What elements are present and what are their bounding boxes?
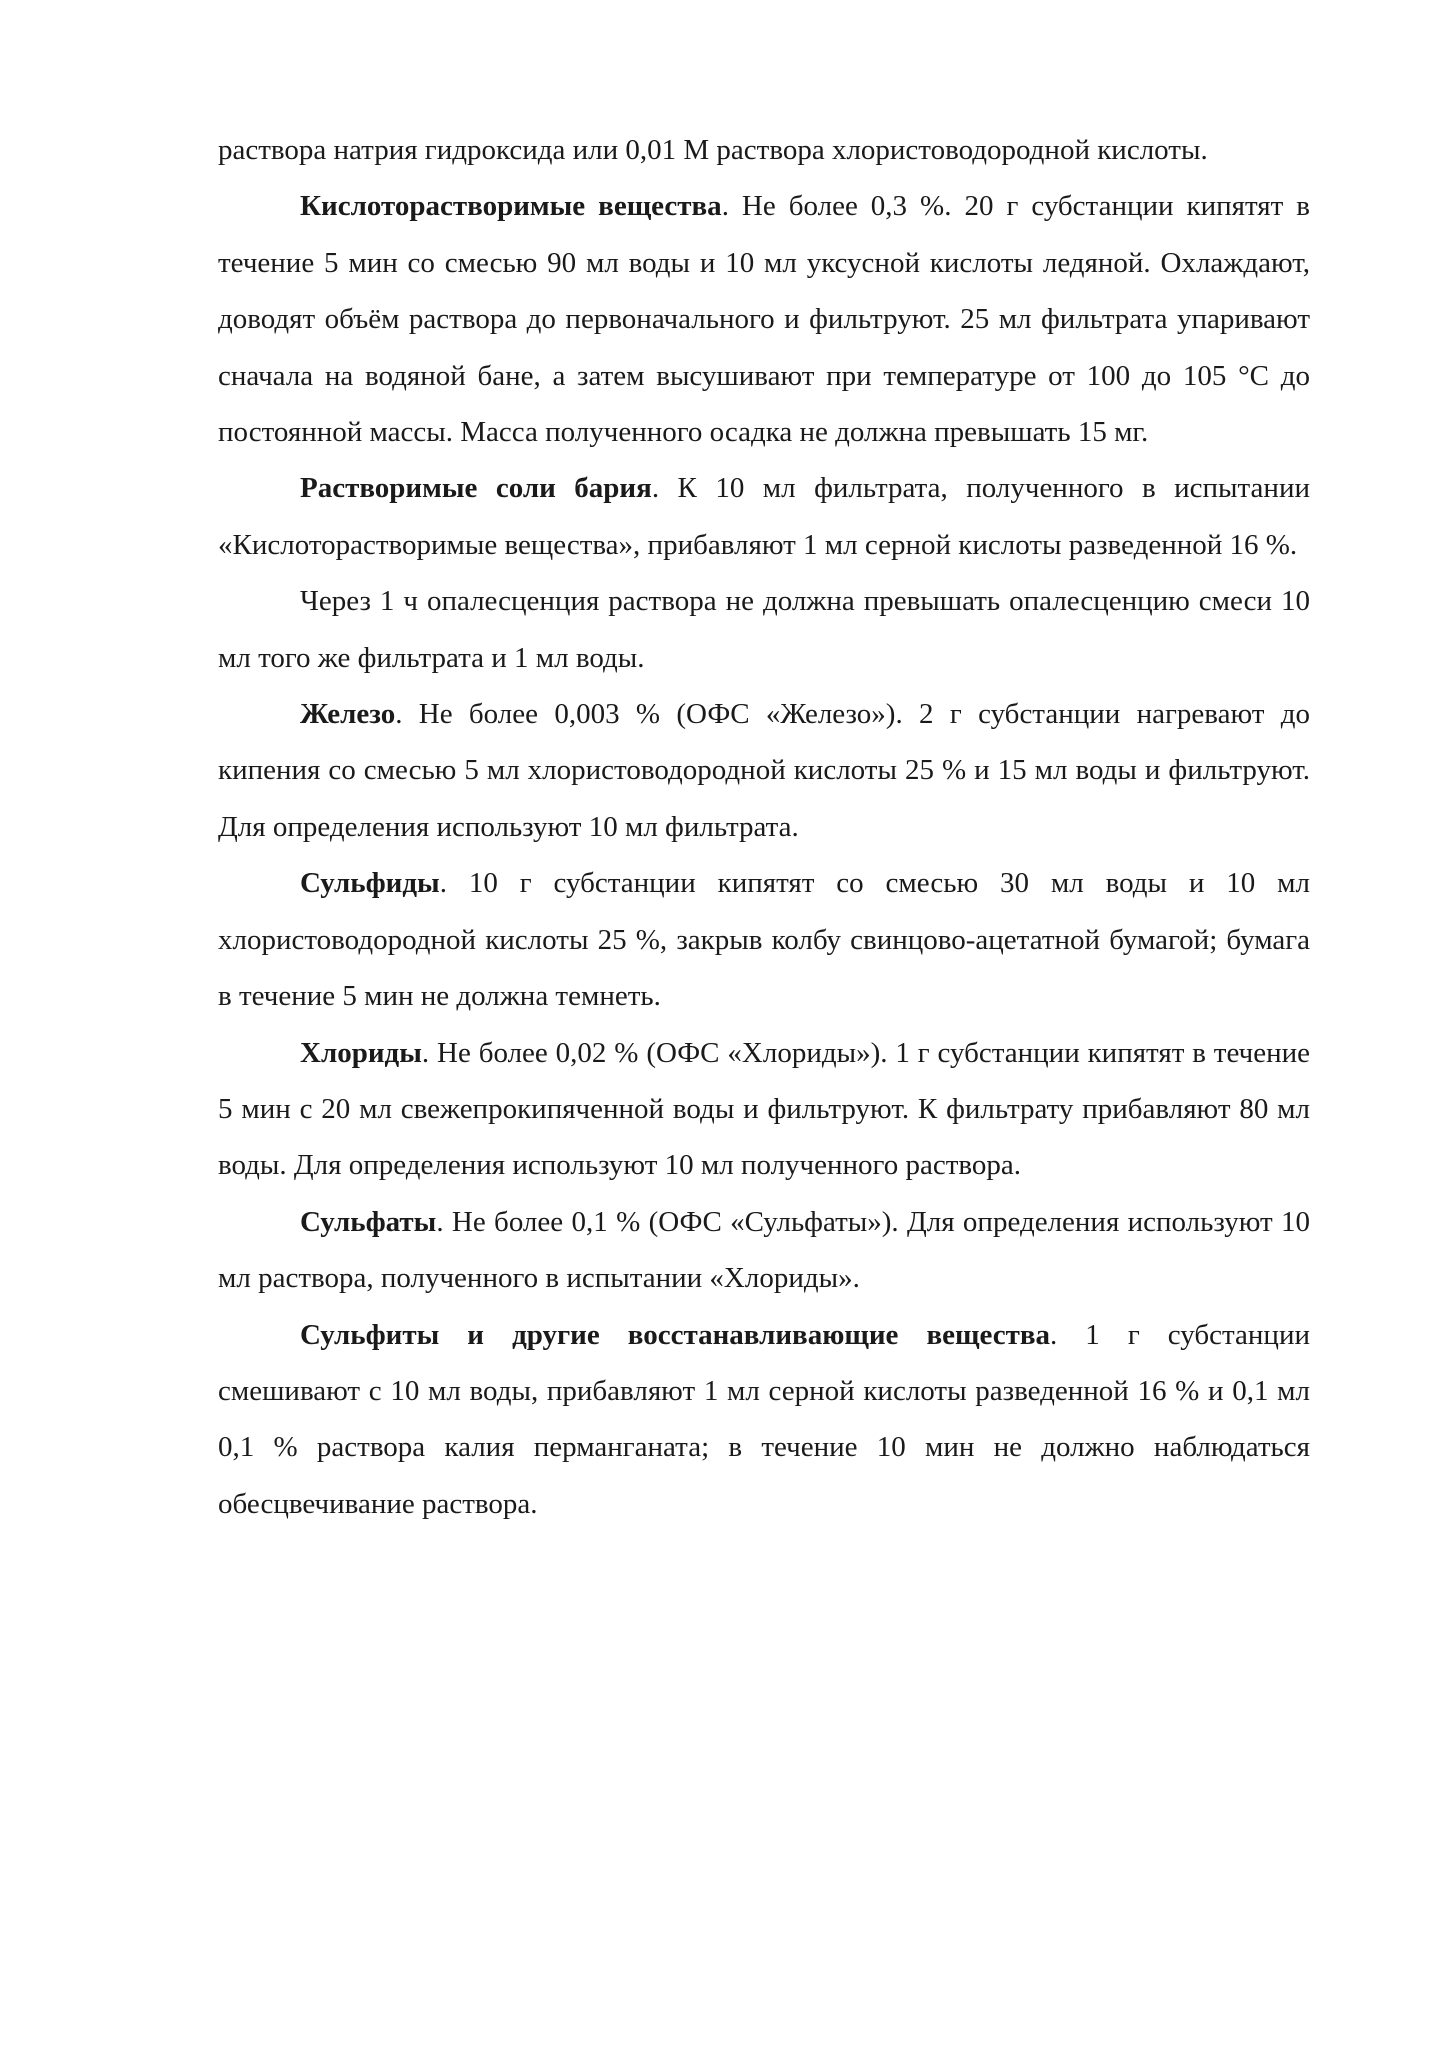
paragraph-body: раствора натрия гидроксида или 0,01 М раствора хлористоводородной кислоты. xyxy=(218,134,1208,166)
paragraph-chlorides xyxy=(218,1025,1310,1194)
paragraph-sulfates xyxy=(218,1194,1310,1307)
paragraph-sulfites-reducing-substances xyxy=(218,1307,1310,1533)
paragraph-body: . Не более 0,3 %. 20 г субстанции кипятят в течение 5 мин со смесью 90 мл воды и 10 мл уксусной кислоты ледяной. Охлаждают, доводят объём раствора до первоначального и фильтруют. 25 мл фильтрата упаривают сначала на водяной бане, а затем высушивают при температуре от 100 до 105 °С до постоянной массы. Масса полученного осадка не должна превышать 15 мг. xyxy=(218,190,1310,449)
paragraph-continuation xyxy=(218,122,1310,178)
paragraph-heading: Кислоторастворимые вещества xyxy=(300,190,722,223)
paragraph-heading: Хлориды xyxy=(300,1036,422,1069)
paragraph-heading: Сульфиды xyxy=(300,867,440,900)
paragraph-heading: Сульфиты и другие восстанавливающие вещества xyxy=(300,1318,1050,1351)
paragraph-body: . 1 г субстанции смешивают с 10 мл воды, прибавляют 1 мл серной кислоты разведенной 16 % и 0,1 мл 0,1 % раствора калия перманганата; в течение 10 мин не должно наблюдаться обесцвечивание раствора. xyxy=(218,1318,1310,1520)
paragraph-sulfides xyxy=(218,855,1310,1024)
paragraph-opalescence xyxy=(218,573,1310,686)
document-page xyxy=(218,122,1310,1532)
paragraph-body: . Не более 0,003 % (ОФС «Железо»). 2 г субстанции нагревают до кипения со смесью 5 мл хлористоводородной кислоты 25 % и 15 мл воды и фильтруют. Для определения используют 10 мл фильтрата. xyxy=(218,698,1310,843)
paragraph-soluble-barium-salts xyxy=(218,460,1310,573)
paragraph-acid-soluble-substances xyxy=(218,178,1310,460)
paragraph-heading: Сульфаты xyxy=(300,1205,437,1238)
paragraph-body: . 10 г субстанции кипятят со смесью 30 мл воды и 10 мл хлористоводородной кислоты 25 %, закрыв колбу свинцово-ацетатной бумагой; бумага в течение 5 мин не должна темнеть. xyxy=(218,867,1310,1013)
paragraph-body: . Не более 0,1 % (ОФС «Сульфаты»). Для определения используют 10 мл раствора, полученного в испытании «Хлориды». xyxy=(218,1205,1310,1295)
paragraph-heading: Растворимые соли бария xyxy=(300,472,652,505)
paragraph-body: Через 1 ч опалесценция раствора не должна превышать опалесценцию смеси 10 мл того же фильтрата и 1 мл воды. xyxy=(218,585,1310,674)
paragraph-body: . К 10 мл фильтрата, полученного в испытании «Кислоторастворимые вещества», прибавляют 1 мл серной кислоты разведенной 16 %. xyxy=(218,472,1310,561)
paragraph-iron xyxy=(218,686,1310,855)
paragraph-heading: Железо xyxy=(300,698,396,731)
paragraph-body: . Не более 0,02 % (ОФС «Хлориды»). 1 г субстанции кипятят в течение 5 мин с 20 мл свежепрокипяченной воды и фильтруют. К фильтрату прибавляют 80 мл воды. Для определения используют 10 мл полученного раствора. xyxy=(218,1036,1310,1182)
